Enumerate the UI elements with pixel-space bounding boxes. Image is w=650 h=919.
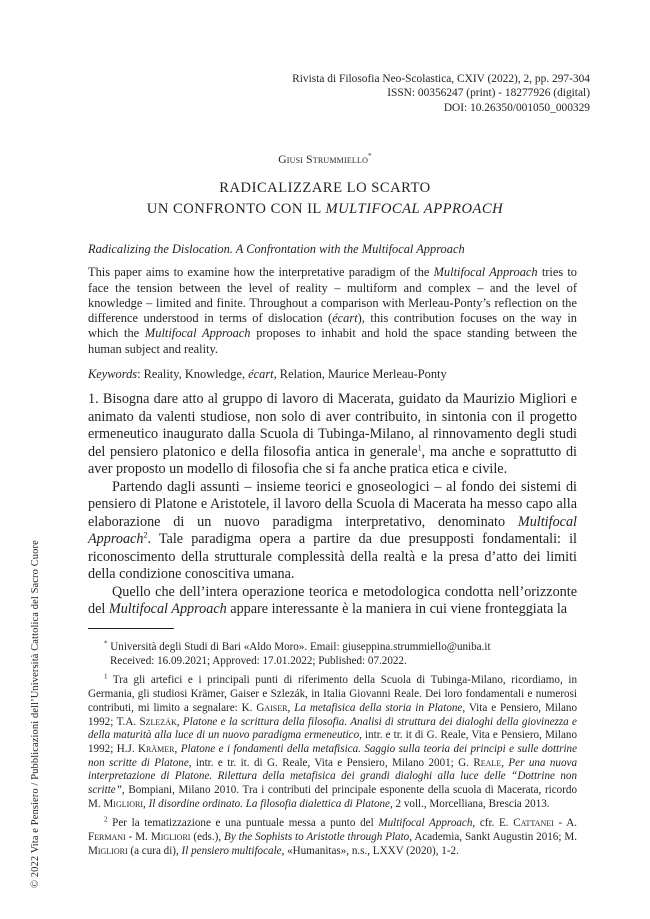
- fn1-work: Per una nuova interpretazione di Platone. Rilettura della metafisica dei grandi dialoghi alla luce delle “Dottrine non scritte”: [88, 756, 577, 797]
- fn1-author: M. Migliori: [88, 797, 144, 810]
- journal-header: [170, 72, 590, 115]
- fn1-author: G. Reale: [458, 756, 502, 769]
- journal-citation: Rivista di Filosofia Neo-Scolastica, CXIV (2022), 2, pp. 297-304: [292, 73, 590, 85]
- author-name: Giusi Strummiello: [278, 153, 369, 166]
- p3-italic: Multifocal Approach: [108, 601, 227, 617]
- keywords-seg: , Relation, Maurice Merleau-Ponty: [273, 367, 447, 382]
- footnote-author: [88, 641, 577, 655]
- abstract-seg: This paper aims to examine how the interpretative paradigm of the: [88, 265, 434, 280]
- fn2-seg: (eds.),: [190, 831, 225, 844]
- p2-seg: Partendo dagli assunti – insieme teorici e gnoseologici – al fondo dei sistemi di pensiero di Platone e Aristotele, il lavoro della Scuola di Macerata ha messo capo alla elaborazione di un nuovo paradigma interpretativo, denominato: [88, 478, 577, 530]
- fn2-seg: (a cura di),: [127, 844, 182, 857]
- footnote-1: [88, 674, 577, 811]
- fn1-work: La metafisica della storia in Platone: [294, 701, 463, 714]
- footnote-2-mark: 2: [104, 815, 108, 824]
- fn2-work: Il pensiero multifocale: [181, 844, 282, 857]
- fn2-seg: , Academia, Sankt Augustin 2016;: [409, 831, 565, 844]
- fn1-seg: , Vita e Pensiero, Milano 1992;: [88, 701, 577, 728]
- footnote-ref-1[interactable]: 1: [417, 442, 422, 452]
- fn1-seg: ,: [143, 797, 149, 810]
- fn1-seg: ,: [501, 756, 509, 769]
- fn1-seg: Tra gli artefici e i principali punti di riferimento della Scuola di Tubinga-Milano, ricordiamo, in Germania, gli studiosi Krämer, Gaiser e Szlezák, in Italia Giovanni Reale. Dei loro fondamentali e numerosi contributi, mi limito a segnalare:: [88, 674, 577, 714]
- keywords: [88, 367, 577, 382]
- fn1-work: Platone e i fondamenti della metafisica. Saggio sulla teoria dei principi e sulle dottrine non scritte di Platone: [88, 742, 577, 769]
- footnote-separator: [88, 628, 174, 629]
- keywords-seg: : Reality, Knowledge,: [137, 367, 249, 382]
- keywords-label: Keywords: [88, 367, 138, 382]
- abstract-seg: proposes to inhabit and hold the space standing between the human subject and reality.: [88, 326, 577, 356]
- p2-seg: . Tale paradigma opera a partire da due presupposti fondamentali: il riconoscimento della strutturale complessità della realtà e la presa d’atto dei limiti della condizione conoscitiva umana.: [88, 531, 577, 582]
- abstract-italic: Multifocal Approach: [144, 326, 251, 341]
- abstract-seg: ), this contribution focuses on the way in which the: [88, 311, 577, 341]
- fn2-work: By the Sophists to Aristotle through Plato: [224, 831, 410, 844]
- fn1-seg: , intr. e tr. it di G. Reale, Vita e Pensiero, Milano 1992;: [88, 729, 577, 755]
- abstract-seg: tries to face the tension between the level of reality – multiform and complex – and the level of knowledge – limited and finite. Throughout a comparison with Merleau-Ponty’s reflection on the difference understood in terms of dislocation (: [88, 265, 578, 326]
- footnote-ref-2[interactable]: 2: [143, 530, 148, 540]
- fn1-work: Il disordine ordinato. La filosofia dialettica di Platone: [148, 797, 390, 810]
- abstract-title: Radicalizing the Dislocation. A Confrontation with the Multifocal Approach: [88, 242, 465, 256]
- fn2-seg: , cfr.: [472, 817, 500, 830]
- p1-seg: 1. Bisogna dare atto al gruppo di lavoro di Macerata, guidato da Maurizio Migliori e animato da valenti studiose, non solo di aver contribuito, in sintonia con il progetto ermeneutico inaugurato dalla Scuola di Tubinga-Milano, al rinnovamento degli studi del pensiero platonico e della filosofia antica in generale: [88, 391, 577, 460]
- p2-italic: Multifocal Approach: [88, 513, 577, 547]
- fn1-seg: ,: [287, 701, 295, 714]
- copyright-side-note: © 2022 Vita e Pensiero / Pubblicazioni dell’Università Cattolica del Sacro Cuore: [30, 540, 41, 888]
- keywords-italic: écart: [248, 367, 274, 382]
- fn2-seg: , «Humanitas», n.s., LXXV (2020), 1-2.: [281, 844, 459, 857]
- journal-doi[interactable]: DOI: 10.26350/001050_000329: [443, 101, 590, 114]
- fn2-work: Multifocal Approach: [378, 817, 473, 830]
- footnote-2: [88, 817, 577, 858]
- fn1-author: K. Gaiser: [241, 701, 288, 714]
- footnotes: [88, 641, 577, 859]
- fn1-seg: ,: [174, 742, 181, 755]
- fn1-seg: , Bompiani, Milano 2010. Tra i contributi del principale esponente della scuola di Macerata, ricordo: [121, 784, 577, 797]
- fn1-seg: , 2 voll., Morcelliana, Brescia 2013.: [389, 797, 550, 810]
- abstract-block: [88, 242, 577, 382]
- fn2-author: E. Cattanei - A. Fermani - M. Migliori: [88, 817, 578, 844]
- abstract-text: [88, 265, 577, 357]
- footnote-1-mark: 1: [104, 672, 108, 681]
- title-line-2: [0, 199, 650, 220]
- author-line: [0, 152, 650, 166]
- fn1-author: T.A. Szlezák: [116, 715, 177, 728]
- paragraph-3: [88, 584, 577, 619]
- footnote-received-dates: Received: 16.09.2021; Approved: 17.01.2022; Published: 07.2022.: [110, 654, 407, 667]
- p3-seg: appare interessante è la maniera in cui viene fronteggiata la: [226, 601, 568, 617]
- fn1-author: H.J. Krämer: [116, 742, 175, 755]
- main-text: [88, 391, 577, 619]
- fn1-seg: ,: [176, 715, 183, 728]
- p1-seg: , ma anche e soprattutto di aver proposto un modello di filosofia che si fa anche pratica etica e civile.: [88, 443, 577, 477]
- footnote-author-mark: *: [104, 639, 108, 648]
- article-title: [0, 178, 650, 220]
- paragraph-2: [88, 479, 577, 584]
- fn2-author: M. Migliori: [88, 831, 578, 857]
- footnote-author-affiliation: Università degli Studi di Bari «Aldo Moro». Email: giuseppina.strummiello@uniba.it: [107, 641, 491, 653]
- abstract-italic: écart: [332, 311, 358, 326]
- fn1-work: Platone e la scrittura della filosofia. Analisi di struttura dei dialoghi della giovinezza e della maturità alla luce di un nuovo paradigma ermeneutico: [88, 715, 577, 742]
- author-footnote-mark[interactable]: *: [368, 152, 372, 160]
- fn2-seg: Per la tematizzazione e una puntuale messa a punto del: [107, 817, 379, 830]
- title-line-2-italic: MULTIFOCAL APPROACH: [325, 201, 504, 217]
- fn1-seg: , intr. e tr. it. di G. Reale, Vita e Pensiero, Milano 2001;: [188, 756, 459, 769]
- journal-issn: ISSN: 00356247 (print) - 18277926 (digital): [387, 87, 590, 100]
- title-line-2-prefix: UN CONFRONTO CON IL: [146, 201, 326, 217]
- title-line-1: RADICALIZZARE LO SCARTO: [219, 180, 431, 196]
- paragraph-1: [88, 391, 577, 479]
- p3-seg: Quello che dell’intera operazione teorica e metodologica condotta nell’orizzonte del: [88, 583, 577, 617]
- abstract-italic: Multifocal Approach: [433, 265, 538, 280]
